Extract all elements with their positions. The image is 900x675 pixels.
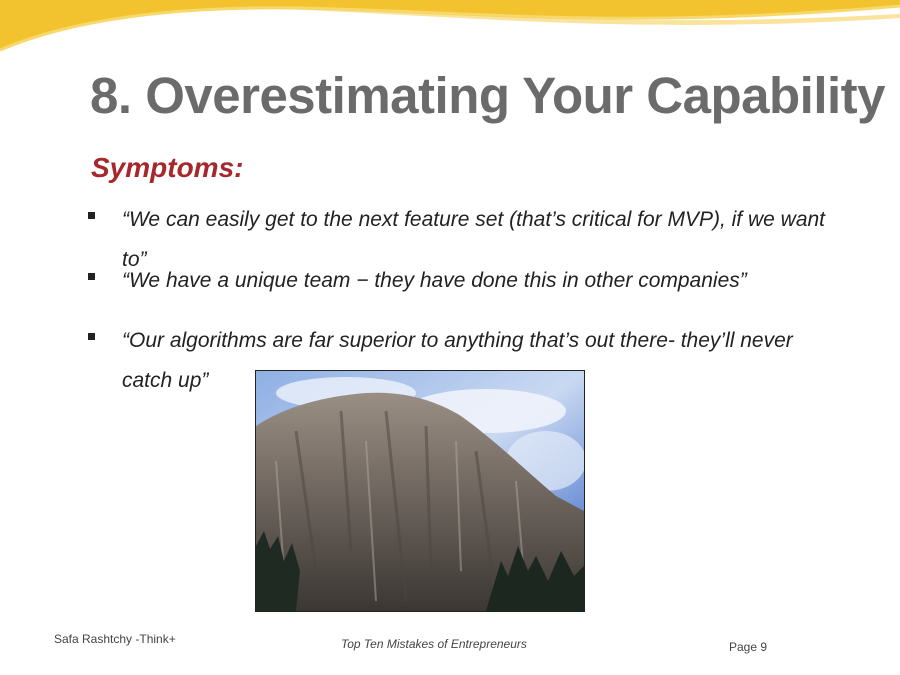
- square-bullet-icon: [88, 212, 95, 219]
- square-bullet-icon: [88, 333, 95, 340]
- bullet-text: “Our algorithms are far superior to anything that’s out there- they’ll never catch up”: [122, 329, 793, 392]
- footer-author: Safa Rashtchy -Think+: [54, 632, 176, 646]
- page-number: Page 9: [729, 640, 768, 654]
- footer-deck-title: Top Ten Mistakes of Entrepreneurs: [341, 637, 527, 651]
- bullet-text: “We have a unique team − they have done this in other companies”: [122, 269, 747, 292]
- square-bullet-icon: [88, 273, 95, 280]
- slide-title: 8. Overestimating Your Capability: [90, 67, 886, 124]
- bullet-text: “We can easily get to the next feature set (that’s critical for MVP), if we want to”: [122, 208, 826, 271]
- top-decorative-swoosh: [0, 0, 900, 60]
- symptoms-heading: Symptoms:: [91, 152, 244, 183]
- bullet-item: [88, 261, 848, 301]
- rock-cliff-photo: [255, 370, 585, 612]
